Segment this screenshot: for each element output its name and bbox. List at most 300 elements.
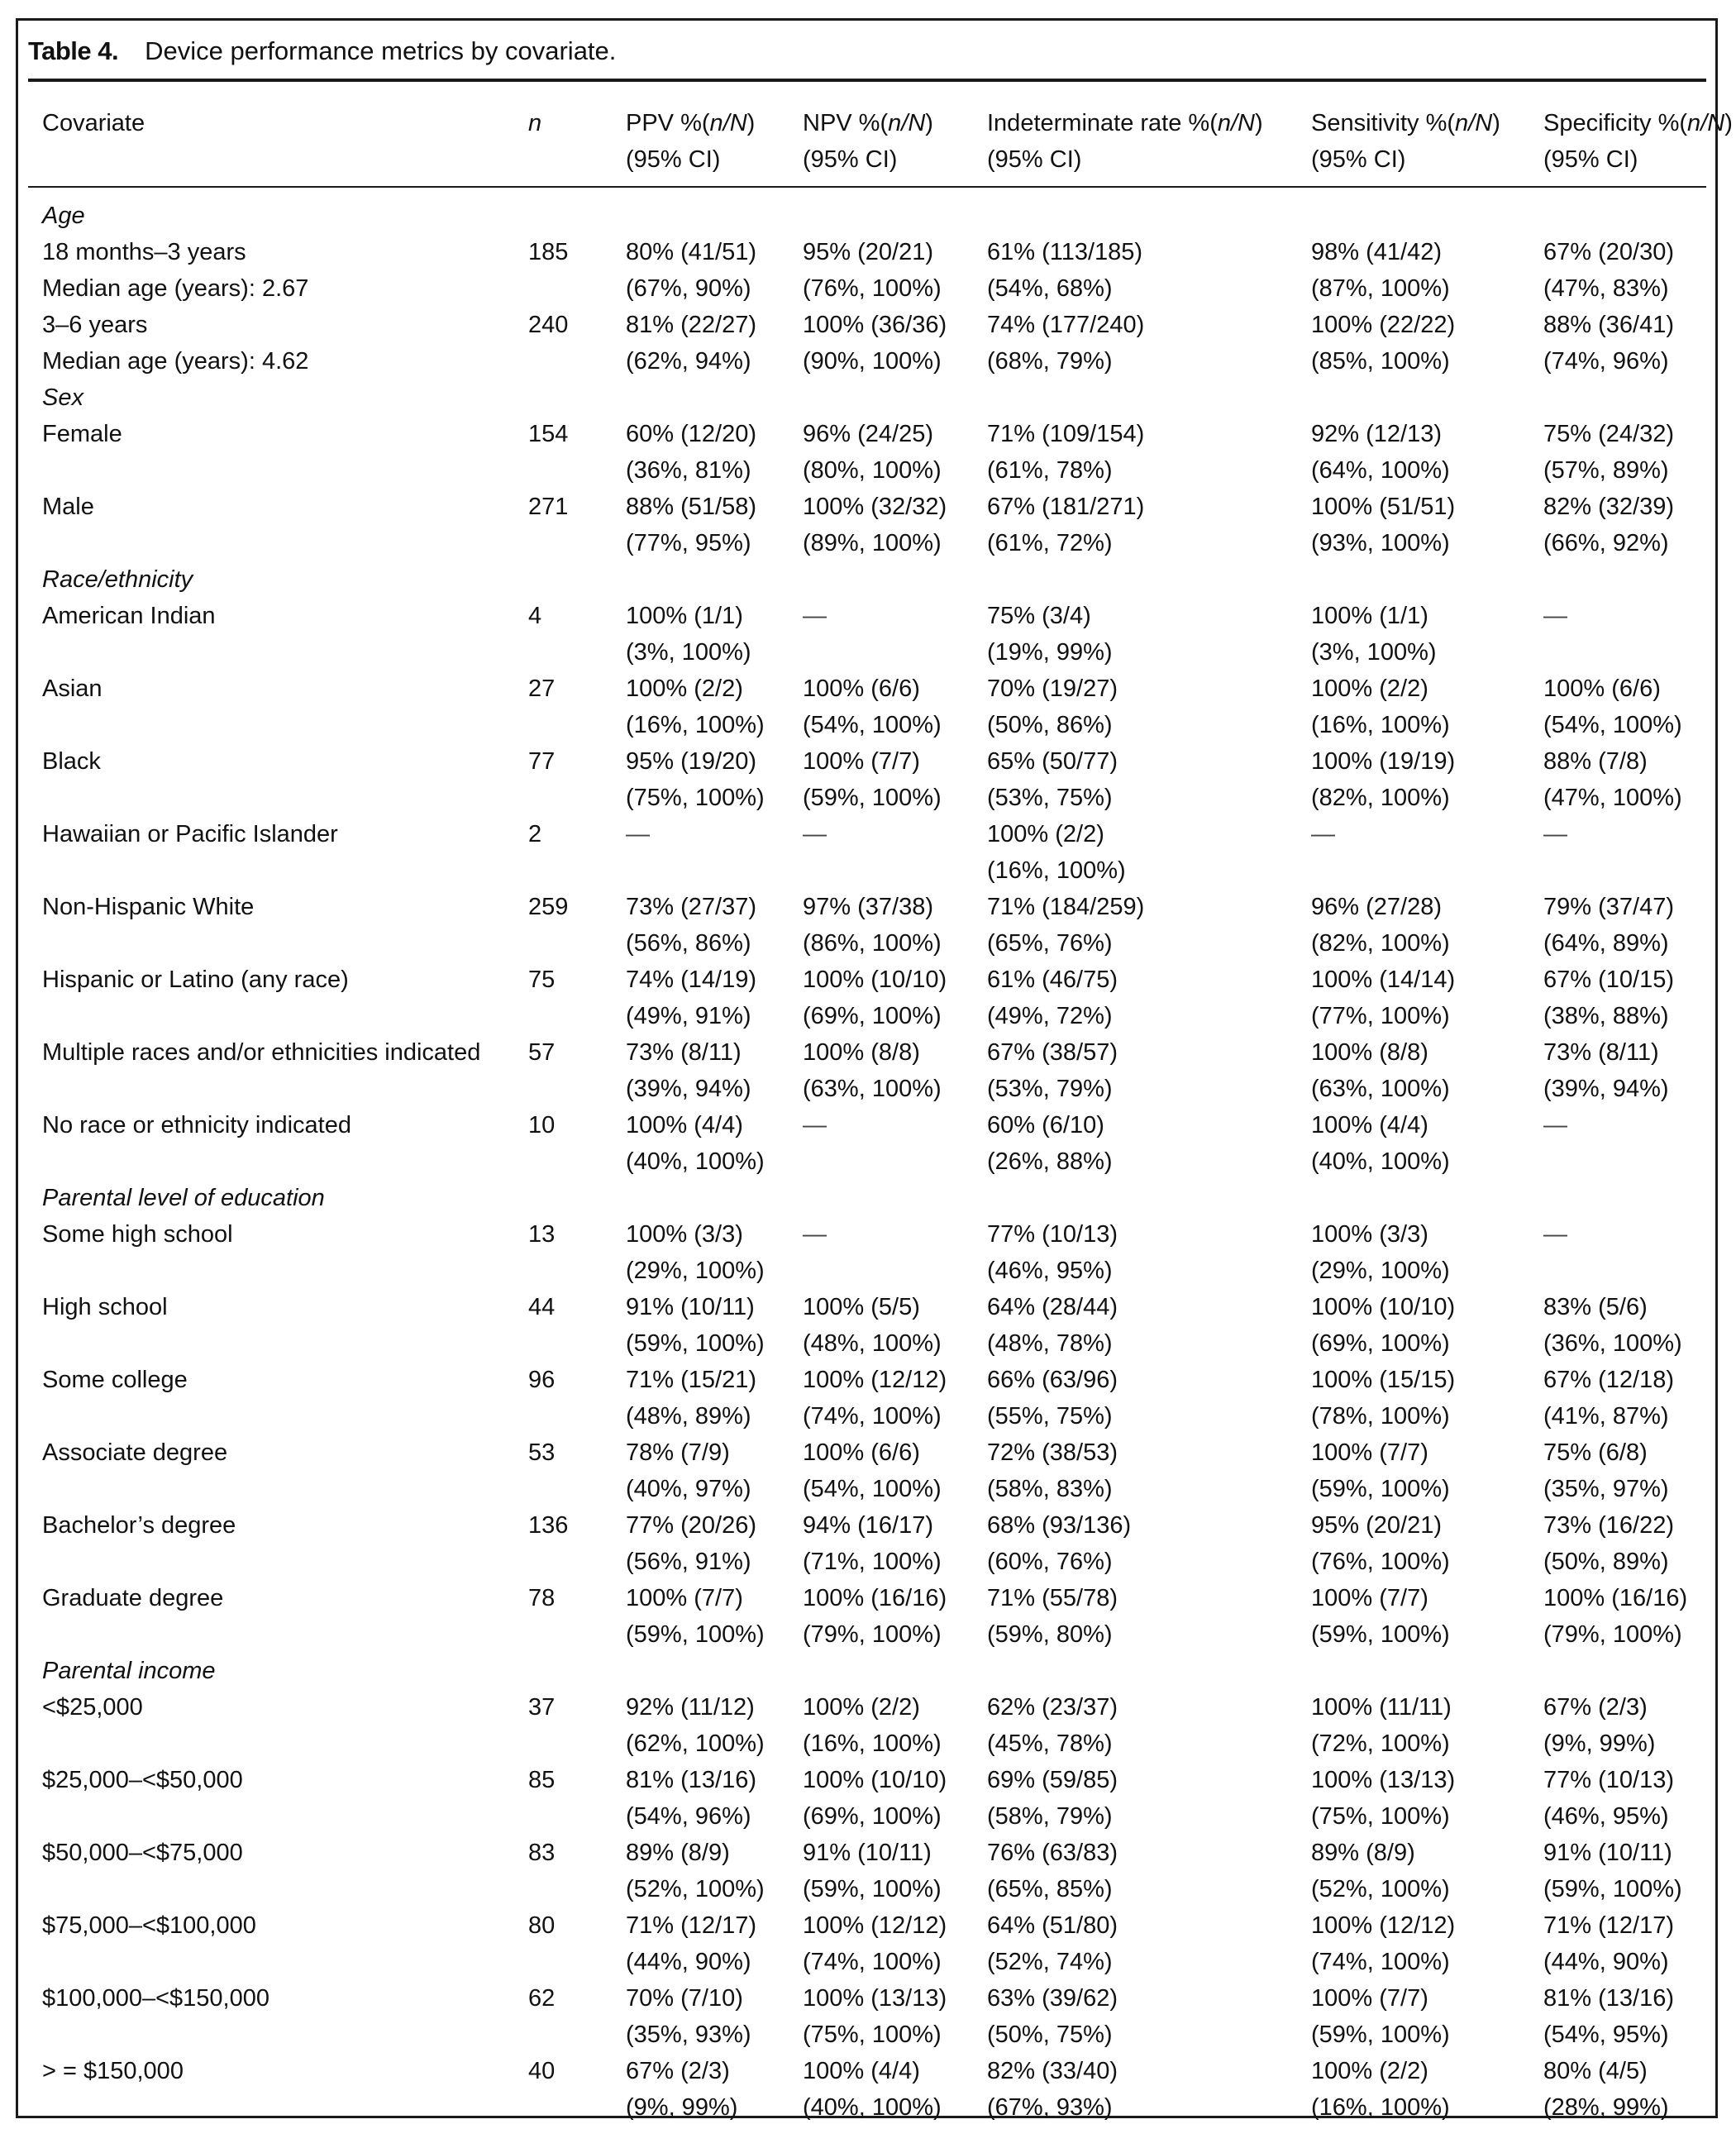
n-cell: 78 [528,1585,556,1611]
specificity-value: 67% (12/18) [1543,1367,1674,1393]
n-cell: 271 [528,494,569,520]
indeterminate-ci: (54%, 68%) [987,275,1113,302]
indeterminate-cell [987,1289,1118,1357]
sensitivity-cell [1311,2053,1450,2121]
npv-ci: (16%, 100%) [803,1730,942,1757]
npv-ci: (63%, 100%) [803,1076,942,1102]
header-ppv-nN: n/N [709,110,747,136]
section-title: Parental income [42,1658,216,1684]
npv-value: 100% (8/8) [803,1039,920,1066]
npv-cell [803,1507,942,1575]
indeterminate-cell [987,889,1145,957]
sensitivity-cell [1311,489,1456,556]
table-row [28,1907,1706,1980]
header-n [528,105,541,141]
table-row [28,416,1706,489]
sensitivity-value: 92% (12/13) [1311,421,1442,447]
ppv-ci: (36%, 81%) [626,457,751,484]
n-cell: 83 [528,1840,556,1866]
indeterminate-cell [987,1107,1113,1175]
indeterminate-ci: (45%, 78%) [987,1730,1113,1757]
covariate-cell [42,671,103,707]
specificity-ci: (74%, 96%) [1543,348,1669,375]
covariate-label: $100,000–<$150,000 [42,1985,269,2012]
npv-cell [803,489,947,556]
indeterminate-cell [987,307,1145,375]
specificity-ci: (28%, 99%) [1543,2094,1669,2121]
table-row [28,1107,1706,1180]
sensitivity-value: 100% (19/19) [1311,748,1456,775]
npv-value: 100% (4/4) [803,2058,920,2084]
ppv-ci: (49%, 91%) [626,1003,751,1029]
npv-cell [803,1762,947,1830]
sensitivity-value: 95% (20/21) [1311,1512,1442,1539]
ppv-ci: (75%, 100%) [626,785,765,811]
npv-cell [803,1034,942,1102]
section-row [28,561,1706,598]
specificity-value: 81% (13/16) [1543,1985,1674,2012]
ppv-cell [626,1507,756,1575]
table-row [28,671,1706,743]
covariate-label: Male [42,494,94,520]
table-row [28,889,1706,962]
npv-ci: (54%, 100%) [803,1476,942,1502]
npv-cell [803,416,942,484]
indeterminate-value: 74% (177/240) [987,312,1145,338]
header-indeterminate [987,105,1263,178]
npv-ci: (89%, 100%) [803,530,942,556]
indeterminate-cell [987,489,1145,556]
covariate-label: Female [42,421,122,447]
specificity-cell [1543,1835,1682,1902]
indeterminate-value: 61% (113/185) [987,239,1143,265]
ppv-cell [626,1107,765,1175]
table-row [28,307,1706,379]
npv-ci: (69%, 100%) [803,1803,942,1830]
npv-ci: (74%, 100%) [803,1403,942,1430]
sensitivity-value: 100% (12/12) [1311,1912,1456,1939]
ppv-ci: (62%, 100%) [626,1730,765,1757]
indeterminate-cell [987,743,1118,811]
table-row [28,1289,1706,1362]
header-ppv-prefix: PPV %( [626,110,710,136]
covariate-label: Asian [42,675,103,702]
specificity-value: — [1543,1221,1567,1248]
ppv-value: 89% (8/9) [626,1840,730,1866]
sensitivity-value: 100% (15/15) [1311,1367,1456,1393]
header-ppv-suffix: ) [746,110,756,136]
specificity-cell [1543,598,1567,634]
table-caption [28,27,1706,82]
n-cell: 80 [528,1912,556,1939]
npv-cell [803,816,827,852]
specificity-cell [1543,1216,1567,1253]
npv-value: — [803,1221,827,1248]
sensitivity-cell [1311,1689,1452,1757]
sensitivity-cell [1311,1434,1450,1502]
indeterminate-value: 77% (10/13) [987,1221,1118,1248]
sensitivity-ci: (69%, 100%) [1311,1330,1450,1357]
table-row [28,1434,1706,1507]
specificity-ci: (50%, 89%) [1543,1549,1669,1575]
specificity-value: — [1543,603,1567,629]
sensitivity-value: 100% (13/13) [1311,1767,1456,1793]
ppv-value: 67% (2/3) [626,2058,730,2084]
specificity-value: 80% (4/5) [1543,2058,1648,2084]
covariate-cell [42,1289,168,1325]
n-cell: 13 [528,1221,556,1248]
covariate-label: $75,000–<$100,000 [42,1912,256,1939]
indeterminate-value: 67% (38/57) [987,1039,1118,1066]
ppv-ci: (35%, 93%) [626,2022,751,2048]
indeterminate-cell [987,1762,1118,1830]
ppv-cell [626,1689,765,1757]
n-cell: 37 [528,1694,556,1721]
specificity-ci: (79%, 100%) [1543,1621,1682,1648]
specificity-ci: (9%, 99%) [1543,1730,1656,1757]
covariate-cell [42,889,254,925]
indeterminate-ci: (26%, 88%) [987,1148,1113,1175]
covariate-label: American Indian [42,603,216,629]
indeterminate-value: 64% (51/80) [987,1912,1118,1939]
covariate-label: <$25,000 [42,1694,143,1721]
specificity-cell [1543,234,1674,302]
ppv-cell [626,889,756,957]
indeterminate-ci: (58%, 79%) [987,1803,1113,1830]
covariate-cell [42,1362,188,1398]
sensitivity-ci: (78%, 100%) [1311,1403,1450,1430]
npv-cell [803,1689,942,1757]
indeterminate-cell [987,1362,1118,1430]
covariate-label: Bachelor’s degree [42,1512,236,1539]
sensitivity-cell [1311,671,1450,738]
sensitivity-cell [1311,962,1456,1029]
sensitivity-cell [1311,598,1437,666]
ppv-ci: (62%, 94%) [626,348,751,375]
indeterminate-value: 76% (63/83) [987,1840,1118,1866]
indeterminate-value: 71% (184/259) [987,894,1145,920]
npv-value: 100% (12/12) [803,1912,947,1939]
npv-value: 94% (16/17) [803,1512,933,1539]
specificity-ci: (39%, 94%) [1543,1076,1669,1102]
n-cell: 27 [528,675,556,702]
indeterminate-cell [987,1980,1118,2048]
indeterminate-cell [987,962,1118,1029]
sensitivity-ci: (64%, 100%) [1311,457,1450,484]
n-cell: 185 [528,239,569,265]
ppv-ci: (56%, 86%) [626,930,751,957]
npv-cell [803,2053,942,2121]
specificity-value: 100% (6/6) [1543,675,1661,702]
n-cell: 2 [528,821,542,847]
indeterminate-ci: (16%, 100%) [987,857,1126,884]
indeterminate-value: 100% (2/2) [987,821,1104,847]
covariate-label: $50,000–<$75,000 [42,1840,243,1866]
n-cell: 44 [528,1294,556,1320]
sensitivity-ci: (16%, 100%) [1311,712,1450,738]
n-cell: 10 [528,1112,556,1138]
section-title: Race/ethnicity [42,566,193,593]
ppv-cell [626,1362,756,1430]
covariate-cell [42,307,309,375]
specificity-ci: (47%, 100%) [1543,785,1682,811]
ppv-cell [626,962,756,1029]
specificity-cell [1543,1762,1674,1830]
sensitivity-value: 100% (2/2) [1311,2058,1428,2084]
npv-cell [803,1580,947,1648]
indeterminate-ci: (68%, 79%) [987,348,1113,375]
specificity-cell [1543,1580,1688,1648]
sensitivity-cell [1311,1362,1456,1430]
n-cell: 57 [528,1039,556,1066]
ppv-value: 73% (8/11) [626,1039,742,1066]
npv-ci: (76%, 100%) [803,275,942,302]
ppv-cell [626,598,751,666]
indeterminate-value: 63% (39/62) [987,1985,1118,2012]
specificity-ci: (47%, 83%) [1543,275,1669,302]
ppv-ci: (9%, 99%) [626,2094,738,2121]
covariate-label: Non-Hispanic White [42,894,255,920]
ppv-ci: (52%, 100%) [626,1876,765,1902]
npv-value: 100% (32/32) [803,494,947,520]
ppv-ci: (67%, 90%) [626,275,751,302]
section-title: Parental level of education [42,1185,325,1211]
n-cell: 40 [528,2058,556,2084]
indeterminate-ci: (65%, 85%) [987,1876,1113,1902]
covariate-label: Hawaiian or Pacific Islander [42,821,338,847]
specificity-cell [1543,1689,1656,1757]
section-row [28,1653,1706,1689]
table-row [28,962,1706,1034]
ppv-ci: (39%, 94%) [626,1076,751,1102]
header-sensitivity [1311,105,1500,178]
section-row [28,379,1706,416]
covariate-label: Associate degree [42,1439,228,1466]
sensitivity-cell [1311,743,1456,811]
specificity-cell [1543,1434,1669,1502]
sensitivity-ci: (59%, 100%) [1311,2022,1450,2048]
ppv-cell [626,1835,765,1902]
sensitivity-ci: (52%, 100%) [1311,1876,1450,1902]
specificity-cell [1543,1507,1674,1575]
npv-cell [803,889,942,957]
table-row [28,1580,1706,1653]
n-cell: 259 [528,894,569,920]
npv-cell [803,1289,942,1357]
npv-cell [803,1216,827,1253]
covariate-label: > = $150,000 [42,2058,184,2084]
table-row [28,743,1706,816]
npv-value: 96% (24/25) [803,421,933,447]
indeterminate-ci: (49%, 72%) [987,1003,1113,1029]
n-cell: 53 [528,1439,556,1466]
indeterminate-cell [987,1835,1118,1902]
specificity-cell [1543,1289,1682,1357]
n-cell: 4 [528,603,542,629]
npv-ci: (86%, 100%) [803,930,942,957]
covariate-cell [42,234,309,302]
ppv-value: 78% (7/9) [626,1439,730,1466]
n-cell: 77 [528,748,556,775]
section-title: Age [42,203,85,229]
header-sens-suffix: ) [1492,110,1500,136]
indeterminate-ci: (19%, 99%) [987,639,1113,666]
ppv-cell [626,671,765,738]
covariate-label: Multiple races and/or ethnicities indicated [42,1039,481,1066]
sensitivity-cell [1311,1034,1450,1102]
specificity-value: — [1543,821,1567,847]
sensitivity-cell [1311,1107,1450,1175]
table-row [28,489,1706,561]
specificity-value: 91% (10/11) [1543,1840,1672,1866]
npv-ci: (59%, 100%) [803,1876,942,1902]
sensitivity-value: 100% (3/3) [1311,1221,1428,1248]
specificity-cell [1543,743,1682,811]
n-cell: 85 [528,1767,556,1793]
ppv-cell [626,489,756,556]
table-body [28,188,1706,2126]
covariate-cell [42,1434,227,1471]
indeterminate-ci: (46%, 95%) [987,1258,1113,1284]
sensitivity-ci: (76%, 100%) [1311,1549,1450,1575]
indeterminate-ci: (58%, 83%) [987,1476,1113,1502]
sensitivity-ci: (87%, 100%) [1311,275,1450,302]
covariate-cell [42,1689,143,1726]
specificity-value: 88% (36/41) [1543,312,1674,338]
covariate-label: $25,000–<$50,000 [42,1767,243,1793]
specificity-value: 71% (12/17) [1543,1912,1674,1939]
npv-cell [803,1434,942,1502]
indeterminate-ci: (67%, 93%) [987,2094,1113,2121]
indeterminate-cell [987,816,1126,884]
ppv-value: 100% (2/2) [626,675,743,702]
sensitivity-cell [1311,1980,1450,2048]
ppv-cell [626,2053,738,2121]
covariate-cell [42,1762,243,1798]
ppv-ci: (40%, 100%) [626,1148,765,1175]
specificity-value: 100% (16/16) [1543,1585,1688,1611]
specificity-ci: (35%, 97%) [1543,1476,1669,1502]
covariate-cell [42,2053,184,2089]
indeterminate-cell [987,1034,1118,1102]
table-row [28,2053,1706,2126]
specificity-value: — [1543,1112,1567,1138]
npv-ci: (69%, 100%) [803,1003,942,1029]
indeterminate-cell [987,598,1113,666]
sensitivity-value: 100% (7/7) [1311,1439,1428,1466]
npv-ci: (79%, 100%) [803,1621,942,1648]
npv-value: 91% (10/11) [803,1840,932,1866]
npv-ci: (40%, 100%) [803,2094,942,2121]
data-table [28,82,1733,2126]
indeterminate-cell [987,1434,1118,1502]
covariate-cell [42,1580,223,1616]
table-row [28,816,1706,889]
ppv-value: 100% (4/4) [626,1112,743,1138]
npv-value: 100% (13/13) [803,1985,947,2012]
covariate-cell [42,416,122,452]
indeterminate-cell [987,671,1118,738]
specificity-cell [1543,1107,1567,1143]
sensitivity-value: 100% (22/22) [1311,312,1456,338]
section-row [28,1180,1706,1216]
specificity-ci: (44%, 90%) [1543,1949,1669,1975]
sensitivity-value: 100% (7/7) [1311,1585,1428,1611]
indeterminate-cell [987,1689,1118,1757]
ppv-value: 81% (22/27) [626,312,756,338]
ppv-ci: (3%, 100%) [626,639,751,666]
covariate-label: Hispanic or Latino (any race) [42,967,349,993]
header-spec-nN: n/N [1687,110,1725,136]
ppv-ci: (59%, 100%) [626,1621,765,1648]
ppv-cell [626,1762,756,1830]
header-spec-ci: (95% CI) [1543,146,1638,173]
ppv-ci: (56%, 91%) [626,1549,751,1575]
ppv-value: 60% (12/20) [626,421,756,447]
indeterminate-ci: (53%, 75%) [987,785,1113,811]
specificity-ci: (64%, 89%) [1543,930,1669,957]
covariate-label: 18 months–3 years [42,239,246,265]
sensitivity-ci: (40%, 100%) [1311,1148,1450,1175]
npv-cell [803,671,942,738]
npv-value: 100% (6/6) [803,1439,920,1466]
specificity-value: 83% (5/6) [1543,1294,1648,1320]
specificity-ci: (66%, 92%) [1543,530,1669,556]
covariate-cell [42,598,216,634]
npv-cell [803,1907,947,1975]
npv-cell [803,743,942,811]
covariate-label: High school [42,1294,168,1320]
ppv-ci: (40%, 97%) [626,1476,751,1502]
header-ind-ci: (95% CI) [987,146,1082,173]
ppv-value: 74% (14/19) [626,967,756,993]
ppv-cell [626,743,765,811]
indeterminate-value: 65% (50/77) [987,748,1118,775]
header-ind-prefix: Indeterminate rate %( [987,110,1218,136]
npv-ci: (90%, 100%) [803,348,942,375]
npv-value: — [803,1112,827,1138]
specificity-ci: (46%, 95%) [1543,1803,1669,1830]
table-row [28,1362,1706,1434]
specificity-cell [1543,889,1674,957]
npv-ci: (59%, 100%) [803,785,942,811]
covariate-label: Some college [42,1367,188,1393]
specificity-cell [1543,307,1674,375]
indeterminate-value: 71% (109/154) [987,421,1145,447]
sensitivity-cell [1311,1835,1450,1902]
table-row [28,1689,1706,1762]
covariate-cell [42,1107,351,1143]
sensitivity-ci: (82%, 100%) [1311,930,1450,957]
npv-cell [803,307,947,375]
header-n-text: n [528,110,542,136]
ppv-value: 71% (15/21) [626,1367,756,1393]
indeterminate-cell [987,416,1145,484]
npv-ci: (54%, 100%) [803,712,942,738]
specificity-value: 67% (10/15) [1543,967,1674,993]
table-label: Table 4. [28,36,119,65]
npv-ci: (48%, 100%) [803,1330,942,1357]
section-row [28,198,1706,234]
ppv-value: 100% (1/1) [626,603,743,629]
sensitivity-value: 96% (27/28) [1311,894,1442,920]
specificity-cell [1543,816,1567,852]
npv-value: 100% (36/36) [803,312,947,338]
ppv-ci: (59%, 100%) [626,1330,765,1357]
indeterminate-value: 82% (33/40) [987,2058,1118,2084]
sensitivity-ci: (82%, 100%) [1311,785,1450,811]
specificity-ci: (36%, 100%) [1543,1330,1682,1357]
